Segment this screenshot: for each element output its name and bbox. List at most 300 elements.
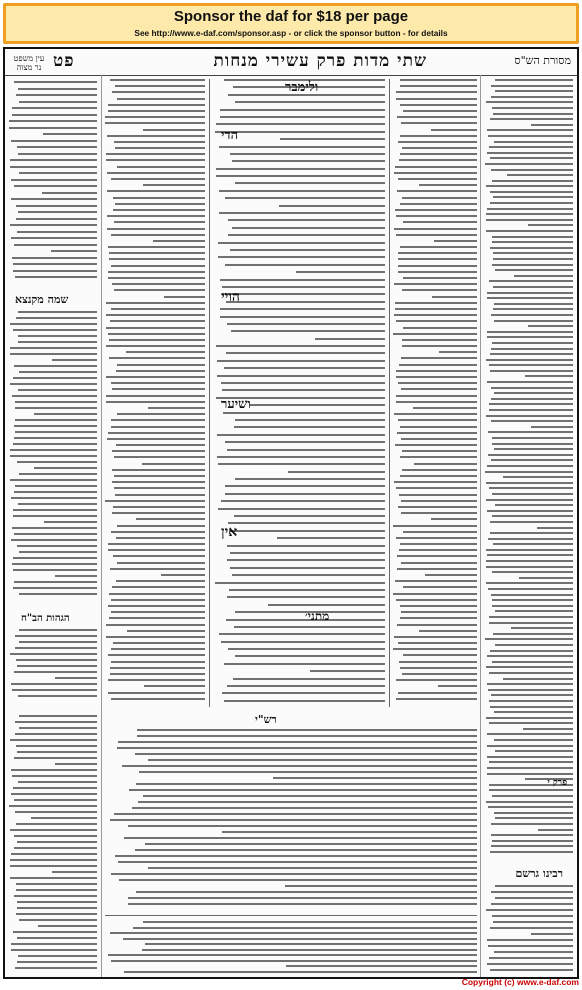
text-line bbox=[403, 110, 477, 112]
text-line bbox=[401, 611, 477, 613]
text-line bbox=[486, 482, 573, 484]
text-line bbox=[14, 835, 97, 837]
text-line bbox=[15, 647, 97, 649]
text-line bbox=[13, 263, 97, 265]
text-line bbox=[14, 365, 97, 367]
text-line bbox=[487, 129, 573, 131]
text-line bbox=[235, 478, 385, 480]
text-line bbox=[490, 353, 573, 355]
text-line bbox=[219, 633, 385, 635]
text-line bbox=[219, 190, 385, 192]
text-line bbox=[14, 581, 97, 583]
masoret-hashas-text bbox=[485, 79, 573, 859]
text-line bbox=[108, 110, 205, 112]
text-line bbox=[393, 333, 477, 335]
text-line bbox=[394, 413, 477, 415]
text-line bbox=[124, 837, 477, 839]
text-line bbox=[531, 426, 573, 428]
text-line bbox=[491, 594, 573, 596]
text-line bbox=[219, 212, 385, 214]
text-line bbox=[19, 593, 97, 595]
text-line bbox=[115, 203, 205, 205]
text-line bbox=[492, 605, 573, 607]
text-line bbox=[115, 855, 477, 857]
text-line bbox=[487, 767, 573, 769]
text-line bbox=[402, 345, 477, 347]
text-line bbox=[398, 271, 477, 273]
text-line bbox=[227, 559, 385, 561]
text-line bbox=[111, 531, 205, 533]
sponsor-banner-subtitle[interactable]: See http://www.e-daf.com/sponsor.asp - or click the sponsor button - for details bbox=[134, 28, 448, 38]
text-line bbox=[492, 236, 573, 238]
text-line bbox=[394, 228, 477, 230]
text-line bbox=[11, 949, 97, 951]
text-line bbox=[220, 279, 385, 281]
text-line bbox=[52, 359, 97, 361]
text-line bbox=[11, 793, 97, 795]
text-line bbox=[38, 925, 97, 927]
text-line bbox=[17, 751, 97, 753]
text-line bbox=[15, 635, 97, 637]
text-line bbox=[106, 636, 205, 638]
text-line bbox=[277, 537, 385, 539]
text-line bbox=[10, 224, 97, 226]
text-line bbox=[490, 851, 573, 853]
text-line bbox=[230, 552, 385, 554]
text-line bbox=[491, 398, 573, 400]
text-line bbox=[113, 506, 205, 508]
text-line bbox=[109, 357, 205, 359]
text-line bbox=[486, 101, 573, 103]
text-line bbox=[398, 178, 477, 180]
text-line bbox=[10, 859, 97, 861]
text-line bbox=[279, 205, 385, 207]
text-line bbox=[493, 286, 573, 288]
text-line bbox=[18, 311, 97, 313]
text-line bbox=[396, 376, 477, 378]
text-line bbox=[128, 825, 477, 827]
text-line bbox=[235, 182, 385, 184]
text-line bbox=[18, 335, 97, 337]
text-line bbox=[110, 673, 205, 675]
text-line bbox=[402, 197, 477, 199]
text-line bbox=[137, 735, 477, 737]
text-line bbox=[494, 141, 573, 143]
text-line bbox=[19, 371, 97, 373]
text-line bbox=[14, 799, 97, 801]
text-line bbox=[226, 352, 385, 354]
text-line bbox=[123, 938, 477, 940]
text-line bbox=[10, 159, 97, 161]
text-line bbox=[15, 733, 97, 735]
text-line bbox=[488, 538, 573, 540]
column-divider-2 bbox=[389, 79, 390, 707]
text-line bbox=[138, 801, 477, 803]
text-line bbox=[108, 679, 205, 681]
left-lower-notes bbox=[9, 715, 97, 975]
text-line bbox=[111, 234, 205, 236]
text-line bbox=[398, 419, 477, 421]
text-line bbox=[148, 407, 205, 409]
text-line bbox=[11, 943, 97, 945]
text-line bbox=[493, 252, 573, 254]
gemara-headword-5: אין bbox=[221, 524, 238, 540]
text-line bbox=[114, 221, 205, 223]
text-line bbox=[230, 249, 385, 251]
text-line bbox=[17, 665, 97, 667]
text-line bbox=[13, 515, 97, 517]
text-line bbox=[491, 387, 573, 389]
text-line bbox=[528, 325, 573, 327]
text-line bbox=[233, 678, 385, 680]
text-line bbox=[13, 443, 97, 445]
text-line bbox=[400, 203, 477, 205]
text-line bbox=[495, 897, 573, 899]
text-line bbox=[135, 849, 477, 851]
text-line bbox=[537, 527, 573, 529]
text-line bbox=[396, 370, 477, 372]
text-line bbox=[10, 166, 97, 168]
text-line bbox=[220, 308, 385, 310]
text-line bbox=[111, 419, 205, 421]
text-line bbox=[31, 817, 97, 819]
text-line bbox=[492, 795, 573, 797]
text-line bbox=[16, 218, 97, 220]
gemara-headword-6: מתני׳ bbox=[305, 609, 330, 623]
text-line bbox=[487, 756, 573, 758]
text-line bbox=[51, 250, 97, 252]
text-line bbox=[114, 475, 205, 477]
text-line bbox=[116, 580, 205, 582]
text-line bbox=[232, 574, 385, 576]
text-line bbox=[403, 586, 477, 588]
text-line bbox=[106, 327, 205, 329]
text-line bbox=[14, 244, 97, 246]
text-line bbox=[17, 841, 97, 843]
text-line bbox=[486, 909, 573, 911]
text-line bbox=[55, 763, 97, 765]
text-line bbox=[16, 913, 97, 915]
text-line bbox=[161, 574, 205, 576]
sponsor-banner[interactable] bbox=[3, 3, 579, 44]
text-line bbox=[15, 721, 97, 723]
text-line bbox=[19, 727, 97, 729]
text-line bbox=[224, 367, 385, 369]
text-line bbox=[19, 641, 97, 643]
text-line bbox=[487, 773, 573, 775]
page-header bbox=[5, 49, 577, 76]
text-line bbox=[396, 537, 477, 539]
text-line bbox=[399, 661, 477, 663]
gemara-column bbox=[215, 79, 385, 707]
text-line bbox=[19, 919, 97, 921]
text-line bbox=[398, 382, 477, 384]
text-line bbox=[495, 817, 573, 819]
text-line bbox=[397, 190, 477, 192]
text-line bbox=[491, 823, 573, 825]
text-line bbox=[395, 302, 477, 304]
text-line bbox=[492, 661, 573, 663]
text-line bbox=[108, 692, 205, 694]
text-line bbox=[109, 258, 205, 260]
text-line bbox=[14, 671, 97, 673]
text-line bbox=[489, 364, 573, 366]
text-line bbox=[143, 129, 205, 131]
text-line bbox=[112, 91, 205, 93]
text-line bbox=[111, 308, 205, 310]
text-line bbox=[491, 834, 573, 836]
text-line bbox=[113, 642, 205, 644]
text-line bbox=[225, 485, 385, 487]
text-line bbox=[106, 153, 205, 155]
text-line bbox=[18, 211, 97, 213]
text-line bbox=[395, 580, 477, 582]
text-line bbox=[485, 471, 573, 473]
copyright-notice[interactable]: Copyright (c) www.e-daf.com bbox=[461, 977, 579, 987]
text-line bbox=[230, 153, 385, 155]
text-line bbox=[19, 101, 97, 103]
text-line bbox=[227, 685, 385, 687]
text-line bbox=[14, 491, 97, 493]
text-line bbox=[143, 921, 477, 923]
text-line bbox=[10, 739, 97, 741]
text-line bbox=[396, 215, 477, 217]
text-line bbox=[396, 320, 477, 322]
text-line bbox=[14, 437, 97, 439]
text-line bbox=[15, 419, 97, 421]
text-line bbox=[118, 861, 477, 863]
text-line bbox=[11, 769, 97, 771]
ein-mishpat-text bbox=[9, 81, 97, 281]
text-line bbox=[11, 539, 97, 541]
text-line bbox=[234, 626, 385, 628]
text-line bbox=[17, 545, 97, 547]
text-line bbox=[492, 515, 573, 517]
text-line bbox=[488, 135, 573, 137]
text-line bbox=[402, 673, 477, 675]
text-line bbox=[394, 314, 477, 316]
text-line bbox=[401, 512, 477, 514]
text-line bbox=[490, 706, 573, 708]
text-line bbox=[122, 765, 477, 767]
text-line bbox=[19, 629, 97, 631]
text-line bbox=[17, 231, 97, 233]
text-line bbox=[12, 563, 97, 565]
text-line bbox=[19, 551, 97, 553]
text-line bbox=[514, 275, 573, 277]
text-line bbox=[491, 891, 573, 893]
text-line bbox=[398, 258, 477, 260]
text-line bbox=[487, 554, 573, 556]
text-line bbox=[139, 771, 477, 773]
text-line bbox=[135, 753, 477, 755]
text-line bbox=[401, 388, 477, 390]
text-line bbox=[106, 401, 205, 403]
text-line bbox=[106, 314, 205, 316]
text-line bbox=[16, 659, 97, 661]
text-line bbox=[13, 787, 97, 789]
text-line bbox=[17, 937, 97, 939]
text-line bbox=[116, 370, 205, 372]
text-line bbox=[394, 172, 477, 174]
text-line bbox=[525, 375, 573, 377]
text-line bbox=[492, 342, 573, 344]
text-line bbox=[486, 717, 573, 719]
text-line bbox=[107, 228, 205, 230]
text-line bbox=[222, 831, 477, 833]
text-line bbox=[487, 510, 573, 512]
text-line bbox=[399, 364, 477, 366]
text-line bbox=[227, 596, 385, 598]
text-line bbox=[10, 347, 97, 349]
column-divider bbox=[209, 79, 210, 707]
text-line bbox=[495, 269, 573, 271]
text-line bbox=[398, 265, 477, 267]
text-line bbox=[310, 670, 385, 672]
text-line bbox=[12, 395, 97, 397]
text-line bbox=[115, 85, 205, 87]
text-line bbox=[13, 569, 97, 571]
text-line bbox=[110, 819, 477, 821]
text-line bbox=[13, 377, 97, 379]
page-title: שתי מדות פרק עשירי מנחות bbox=[213, 51, 427, 71]
text-line bbox=[116, 444, 205, 446]
text-line bbox=[487, 745, 573, 747]
text-line bbox=[221, 500, 385, 502]
text-line bbox=[224, 700, 385, 702]
text-line bbox=[118, 741, 477, 743]
text-line bbox=[110, 568, 205, 570]
text-line bbox=[17, 961, 97, 963]
text-line bbox=[403, 531, 477, 533]
text-line bbox=[119, 879, 477, 881]
text-line bbox=[222, 389, 385, 391]
text-line bbox=[495, 644, 573, 646]
text-line bbox=[11, 237, 97, 239]
text-line bbox=[19, 172, 97, 174]
text-line bbox=[393, 593, 477, 595]
text-line bbox=[489, 672, 573, 674]
text-line bbox=[489, 722, 573, 724]
text-line bbox=[491, 314, 573, 316]
text-line bbox=[431, 518, 477, 520]
text-line bbox=[34, 413, 97, 415]
text-line bbox=[491, 348, 573, 350]
text-line bbox=[419, 184, 477, 186]
text-line bbox=[105, 122, 205, 124]
text-line bbox=[114, 487, 205, 489]
text-line bbox=[110, 667, 205, 669]
text-line bbox=[394, 481, 477, 483]
text-line bbox=[492, 571, 573, 573]
text-line bbox=[489, 616, 573, 618]
page-number: פט bbox=[53, 51, 75, 71]
text-line bbox=[401, 438, 477, 440]
text-line bbox=[14, 425, 97, 427]
text-line bbox=[489, 957, 573, 959]
text-line bbox=[43, 133, 97, 135]
text-line bbox=[396, 395, 477, 397]
text-line bbox=[18, 503, 97, 505]
text-line bbox=[487, 292, 573, 294]
text-line bbox=[106, 302, 205, 304]
text-line bbox=[107, 172, 205, 174]
text-line bbox=[10, 455, 97, 457]
text-line bbox=[413, 407, 477, 409]
text-line bbox=[393, 525, 477, 527]
text-line bbox=[164, 296, 205, 298]
text-line bbox=[538, 829, 573, 831]
text-line bbox=[398, 252, 477, 254]
text-line bbox=[394, 283, 477, 285]
text-line bbox=[109, 617, 205, 619]
text-line bbox=[396, 599, 477, 601]
text-line bbox=[9, 120, 97, 122]
text-line bbox=[493, 258, 573, 260]
text-line bbox=[490, 370, 573, 372]
text-line bbox=[111, 648, 205, 650]
text-line bbox=[15, 431, 97, 433]
text-line bbox=[495, 750, 573, 752]
sponsor-banner-title[interactable]: Sponsor the daf for $18 per page bbox=[173, 8, 409, 25]
text-line bbox=[111, 599, 205, 601]
text-line bbox=[491, 845, 573, 847]
text-line bbox=[401, 357, 477, 359]
text-line bbox=[492, 840, 573, 842]
text-line bbox=[216, 345, 385, 347]
text-line bbox=[137, 729, 477, 731]
text-line bbox=[296, 271, 385, 273]
text-line bbox=[19, 473, 97, 475]
text-line bbox=[397, 555, 477, 557]
text-line bbox=[153, 240, 205, 242]
text-line bbox=[14, 533, 97, 535]
text-line bbox=[115, 147, 205, 149]
masoret-hashas-label: מסורת הש"ס bbox=[514, 54, 571, 67]
text-line bbox=[396, 487, 477, 489]
text-line bbox=[220, 109, 385, 111]
text-line bbox=[400, 104, 477, 106]
text-line bbox=[486, 560, 573, 562]
text-line bbox=[402, 450, 477, 452]
text-line bbox=[398, 506, 477, 508]
text-line bbox=[493, 543, 573, 545]
text-line bbox=[399, 549, 477, 551]
text-line bbox=[490, 521, 573, 523]
text-line bbox=[489, 700, 573, 702]
text-line bbox=[400, 426, 477, 428]
text-line bbox=[491, 85, 573, 87]
text-line bbox=[148, 867, 477, 869]
text-line bbox=[13, 557, 97, 559]
text-line bbox=[110, 79, 205, 81]
text-line bbox=[10, 829, 97, 831]
text-line bbox=[107, 135, 205, 137]
text-line bbox=[110, 932, 477, 934]
text-line bbox=[126, 351, 205, 353]
text-line bbox=[493, 196, 573, 198]
text-line bbox=[397, 432, 477, 434]
text-line bbox=[492, 107, 573, 109]
text-line bbox=[111, 698, 205, 700]
text-line bbox=[486, 499, 573, 501]
rashi-column bbox=[393, 79, 477, 707]
text-line bbox=[215, 582, 385, 584]
text-line bbox=[216, 175, 385, 177]
text-line bbox=[523, 728, 573, 730]
text-line bbox=[225, 264, 385, 266]
text-line bbox=[396, 679, 477, 681]
